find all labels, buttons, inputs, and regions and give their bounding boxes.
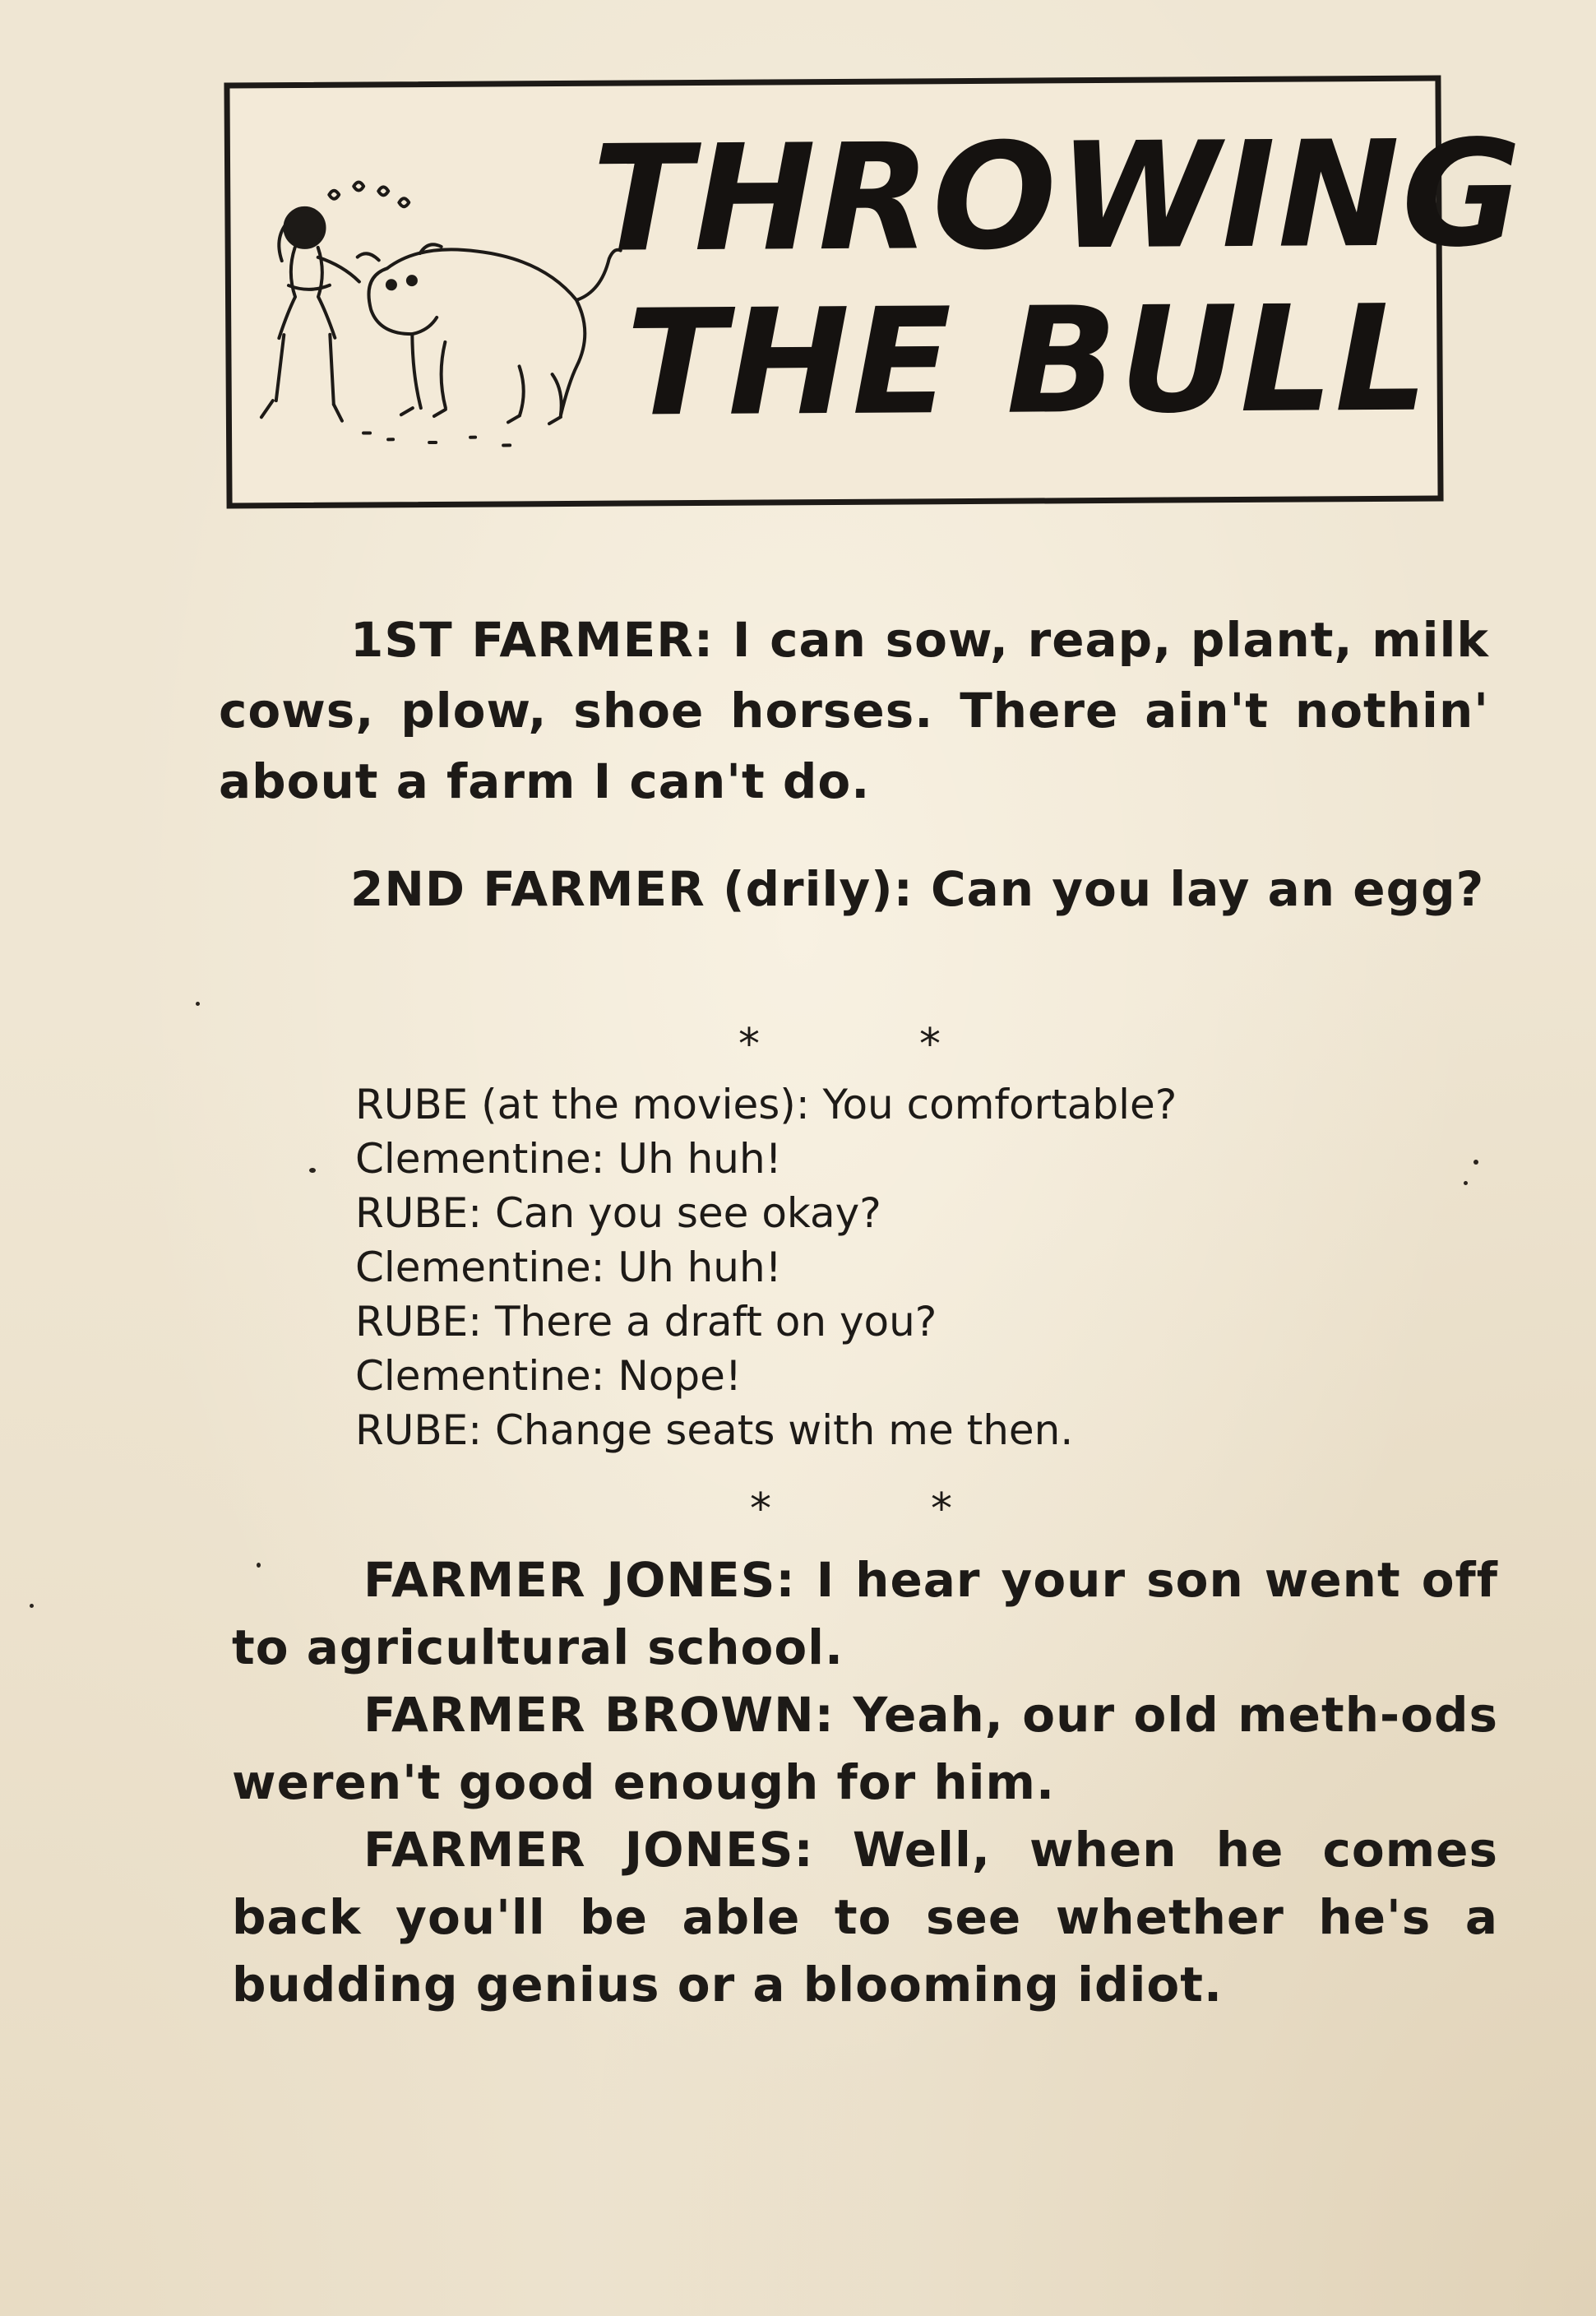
joke2-dialog [355, 1077, 1424, 1457]
joke3-paragraph2 [232, 1681, 1498, 1816]
separator-star: * [750, 1485, 771, 1534]
dialog-line: RUBE (at the movies): You comfortable? [355, 1081, 1177, 1128]
dialog-line: RUBE: Change seats with me then. [355, 1406, 1074, 1454]
joke1-line2: Can you lay an egg? [931, 861, 1485, 917]
joke3-line3: Well, when he comes back you'll be able to see whether he's a budding genius or a blooming idiot. [232, 1822, 1498, 2013]
separator-star: * [738, 1020, 760, 1069]
joke3-line2: Yeah, our old meth-ods weren't good enough for him. [232, 1687, 1498, 1810]
dialog-line: RUBE: There a draft on you? [355, 1298, 937, 1346]
dialog-line: RUBE: Can you see okay? [355, 1189, 881, 1237]
header-box [224, 75, 1524, 508]
separator-2 [750, 1485, 1112, 1534]
joke3 [232, 1546, 1498, 2018]
joke3-paragraph1 [232, 1546, 1498, 1681]
joke1-speaker2: 2ND FARMER (drily): [350, 861, 914, 917]
joke3-speaker2: FARMER BROWN: [363, 1687, 835, 1743]
joke3-paragraph3 [232, 1816, 1498, 2018]
title-line-1: THROWING [591, 108, 1524, 285]
joke1-paragraph2 [219, 854, 1489, 924]
joke1-speaker1: 1ST FARMER: [350, 612, 715, 668]
separator-star: * [919, 1020, 941, 1069]
dialog-line: Clementine: Uh huh! [355, 1135, 782, 1183]
title-line-2: THE BULL [625, 273, 1431, 449]
dialog-line: Clementine: Nope! [355, 1352, 742, 1400]
dialog-line: Clementine: Uh huh! [355, 1244, 782, 1291]
joke3-speaker1: FARMER JONES: [363, 1552, 796, 1608]
joke3-line1: I hear your son went off to agricultural school. [232, 1552, 1499, 1675]
joke3-speaker3: FARMER JONES: [363, 1822, 814, 1878]
page-title [591, 108, 1524, 449]
joke1-line1: I can sow, reap, plant, milk cows, plow, shoe horses. There ain't nothin' about a farm I can't do. [219, 612, 1489, 809]
joke1-paragraph1 [219, 604, 1489, 817]
separator-star: * [931, 1485, 952, 1534]
woman-and-bull-cartoon-icon [247, 176, 635, 475]
separator-1 [738, 1020, 1100, 1069]
